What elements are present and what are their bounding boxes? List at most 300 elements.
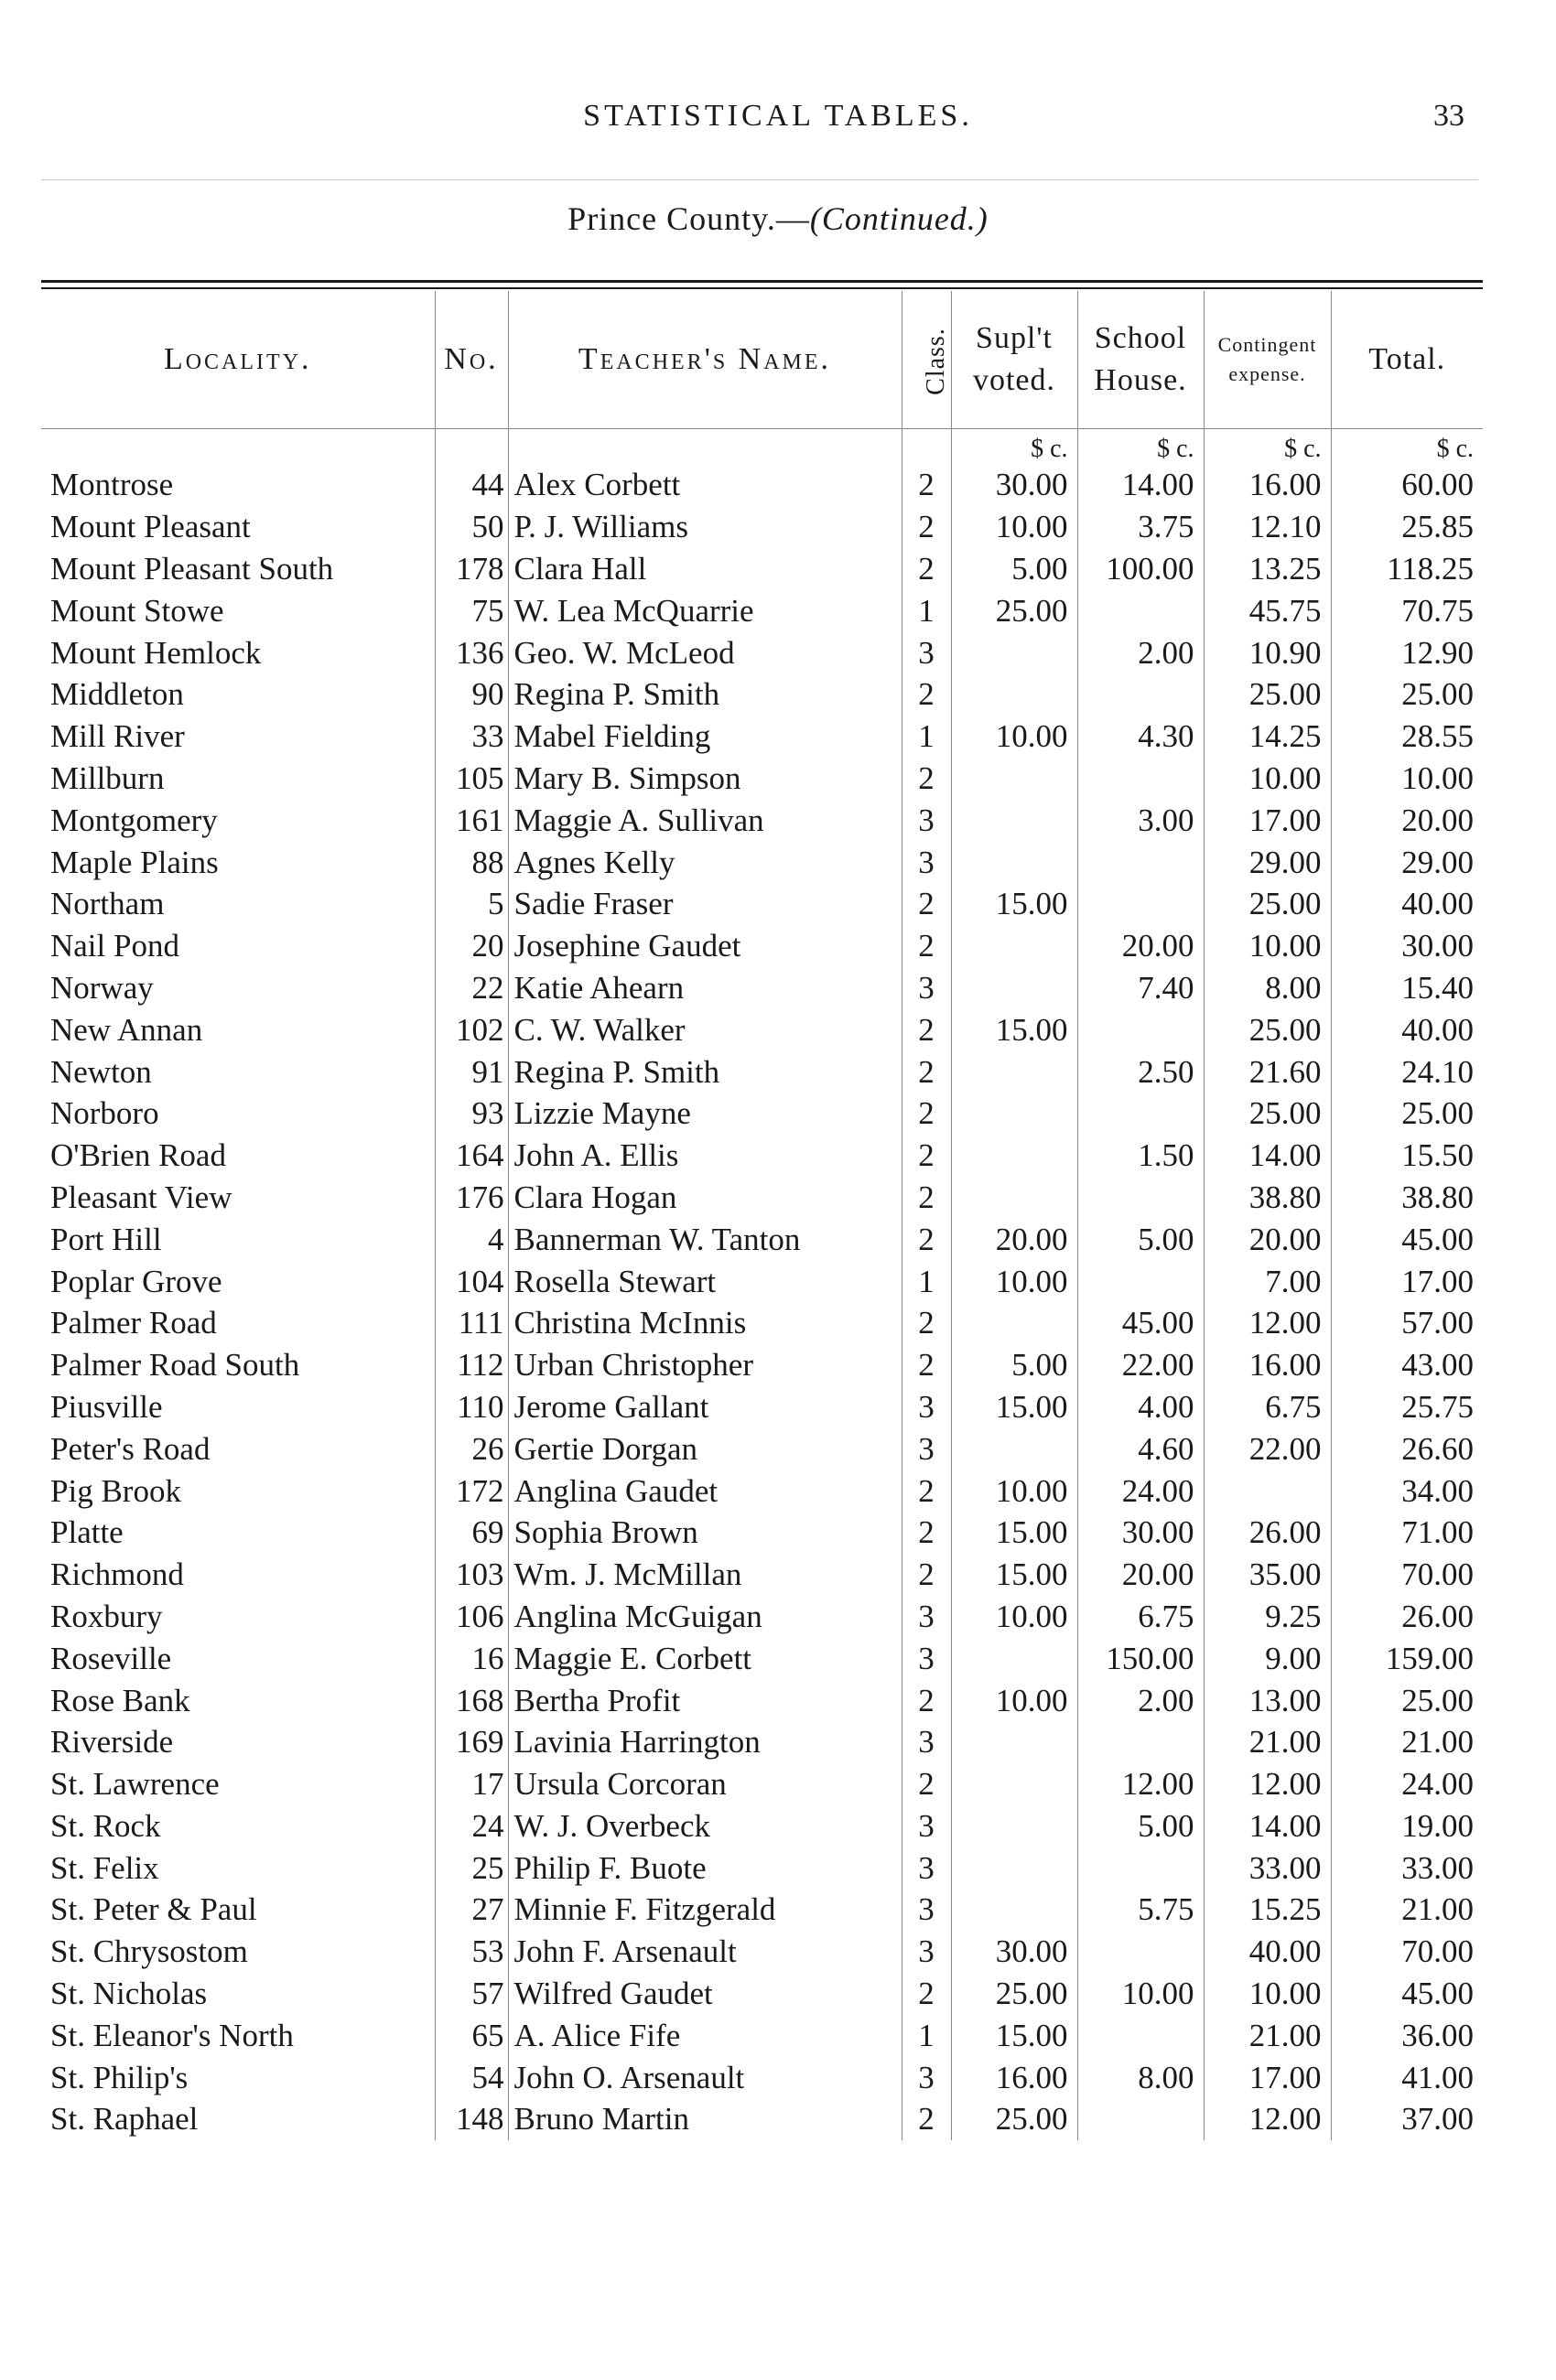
cell-number: 102 bbox=[435, 1008, 508, 1050]
cell-number: 44 bbox=[435, 464, 508, 506]
cell-supl-voted: 10.00 bbox=[951, 716, 1077, 758]
cell-locality: Piusville bbox=[41, 1386, 435, 1428]
cell-teacher-name: Geo. W. McLeod bbox=[508, 631, 902, 673]
cell-locality: Poplar Grove bbox=[41, 1260, 435, 1302]
table-row bbox=[41, 1596, 1483, 1638]
cell-locality: St. Raphael bbox=[41, 2098, 435, 2140]
cell-school-house: 2.00 bbox=[1077, 1679, 1204, 1721]
cell-number: 178 bbox=[435, 548, 508, 590]
cell-supl-voted: 10.00 bbox=[951, 506, 1077, 548]
cell-number: 93 bbox=[435, 1093, 508, 1135]
cell-teacher-name: Wilfred Gaudet bbox=[508, 1973, 902, 2015]
table-row bbox=[41, 1177, 1483, 1219]
cell-contingent: 26.00 bbox=[1204, 1512, 1331, 1554]
cell-class: 2 bbox=[902, 1008, 951, 1050]
cell-supl-voted: 10.00 bbox=[951, 1596, 1077, 1638]
cell-number: 106 bbox=[435, 1596, 508, 1638]
cell-teacher-name: John F. Arsenault bbox=[508, 1931, 902, 1973]
cell-supl-voted: 15.00 bbox=[951, 1512, 1077, 1554]
cell-teacher-name: Urban Christopher bbox=[508, 1344, 902, 1386]
cell-school-house bbox=[1077, 841, 1204, 883]
table-row bbox=[41, 1386, 1483, 1428]
cell-number: 69 bbox=[435, 1512, 508, 1554]
cell-school-house: 150.00 bbox=[1077, 1637, 1204, 1679]
cell-total: 36.00 bbox=[1401, 2017, 1474, 2053]
cell-number: 169 bbox=[435, 1721, 508, 1763]
page-header bbox=[0, 99, 1556, 154]
statistics-table-container bbox=[41, 291, 1483, 2140]
cell-supl-voted: 20.00 bbox=[951, 1218, 1077, 1260]
cell-number: 105 bbox=[435, 758, 508, 800]
cell-teacher-name: Ursula Corcoran bbox=[508, 1763, 902, 1805]
cell-locality: Montrose bbox=[41, 464, 435, 506]
cell-school-house: 6.75 bbox=[1077, 1596, 1204, 1638]
cell-total: 17.00 bbox=[1401, 1263, 1474, 1299]
table-row bbox=[41, 758, 1483, 800]
school-line1: School bbox=[1094, 321, 1187, 355]
cell-teacher-name: A. Alice Fife bbox=[508, 2014, 902, 2056]
cell-total: 118.25 bbox=[1387, 550, 1474, 587]
table-row bbox=[41, 673, 1483, 716]
cell-class: 3 bbox=[902, 967, 951, 1009]
cell-school-house: 3.00 bbox=[1077, 799, 1204, 841]
cell-locality: Riverside bbox=[41, 1721, 435, 1763]
cell-school-house bbox=[1077, 673, 1204, 716]
units-row bbox=[41, 429, 1483, 464]
cell-total: 70.75 bbox=[1401, 592, 1474, 629]
cell-class: 3 bbox=[902, 631, 951, 673]
table-row bbox=[41, 1218, 1483, 1260]
cell-class: 2 bbox=[902, 1093, 951, 1135]
cell-locality: New Annan bbox=[41, 1008, 435, 1050]
cell-school-house bbox=[1077, 1931, 1204, 1973]
table-subtitle bbox=[0, 199, 1556, 238]
cell-total: 12.90 bbox=[1401, 634, 1474, 671]
cell-total: 40.00 bbox=[1401, 886, 1474, 922]
cell-locality: Palmer Road South bbox=[41, 1344, 435, 1386]
cell-supl-voted: 30.00 bbox=[951, 1931, 1077, 1973]
cell-number: 161 bbox=[435, 799, 508, 841]
cell-teacher-name: Bertha Profit bbox=[508, 1679, 902, 1721]
cell-number: 26 bbox=[435, 1427, 508, 1470]
cell-class: 3 bbox=[902, 841, 951, 883]
cell-supl-voted bbox=[951, 1135, 1077, 1177]
cell-number: 164 bbox=[435, 1135, 508, 1177]
supl-line2: voted. bbox=[972, 363, 1056, 397]
table-row bbox=[41, 1302, 1483, 1344]
cell-number: 168 bbox=[435, 1679, 508, 1721]
table-row bbox=[41, 799, 1483, 841]
cell-class: 2 bbox=[902, 1763, 951, 1805]
cell-total: 37.00 bbox=[1401, 2101, 1474, 2138]
cell-contingent: 10.90 bbox=[1204, 631, 1331, 673]
cell-teacher-name: Lizzie Mayne bbox=[508, 1093, 902, 1135]
cell-teacher-name: Minnie F. Fitzgerald bbox=[508, 1889, 902, 1931]
cell-total: 28.55 bbox=[1401, 718, 1474, 755]
col-header-school bbox=[1077, 291, 1204, 429]
cell-supl-voted bbox=[951, 1889, 1077, 1931]
cell-school-house bbox=[1077, 1260, 1204, 1302]
cell-class: 2 bbox=[902, 1344, 951, 1386]
cell-contingent: 35.00 bbox=[1204, 1554, 1331, 1596]
cell-number: 16 bbox=[435, 1637, 508, 1679]
table-row bbox=[41, 2056, 1483, 2098]
cell-total: 25.00 bbox=[1401, 1682, 1474, 1718]
cell-contingent: 10.00 bbox=[1204, 758, 1331, 800]
cell-supl-voted bbox=[951, 841, 1077, 883]
school-line2: House. bbox=[1094, 363, 1187, 397]
cell-contingent: 21.00 bbox=[1204, 2014, 1331, 2056]
cell-locality: Peter's Road bbox=[41, 1427, 435, 1470]
table-row bbox=[41, 1847, 1483, 1889]
cell-locality: Platte bbox=[41, 1512, 435, 1554]
cell-contingent: 25.00 bbox=[1204, 1008, 1331, 1050]
unit-school: $ c. bbox=[1077, 429, 1204, 464]
cell-contingent: 15.25 bbox=[1204, 1889, 1331, 1931]
cell-class: 3 bbox=[902, 1721, 951, 1763]
cell-school-house bbox=[1077, 1093, 1204, 1135]
cell-supl-voted: 15.00 bbox=[951, 1386, 1077, 1428]
cell-contingent: 29.00 bbox=[1204, 841, 1331, 883]
cell-school-house: 2.00 bbox=[1077, 631, 1204, 673]
cell-total: 21.00 bbox=[1401, 1891, 1474, 1928]
table-row bbox=[41, 1554, 1483, 1596]
cell-contingent: 6.75 bbox=[1204, 1386, 1331, 1428]
cell-school-house: 8.00 bbox=[1077, 2056, 1204, 2098]
cell-supl-voted bbox=[951, 1721, 1077, 1763]
cell-teacher-name: Bruno Martin bbox=[508, 2098, 902, 2140]
cell-number: 88 bbox=[435, 841, 508, 883]
subtitle-continued: (Continued.) bbox=[809, 200, 989, 237]
table-row bbox=[41, 1721, 1483, 1763]
cell-locality: St. Philip's bbox=[41, 2056, 435, 2098]
cell-teacher-name: Jerome Gallant bbox=[508, 1386, 902, 1428]
cell-number: 148 bbox=[435, 2098, 508, 2140]
cell-class: 2 bbox=[902, 1554, 951, 1596]
cell-total: 24.10 bbox=[1401, 1053, 1474, 1090]
cell-teacher-name: Wm. J. McMillan bbox=[508, 1554, 902, 1596]
cell-contingent: 13.00 bbox=[1204, 1679, 1331, 1721]
cell-total: 21.00 bbox=[1401, 1724, 1474, 1761]
cell-contingent: 21.00 bbox=[1204, 1721, 1331, 1763]
cell-contingent: 25.00 bbox=[1204, 673, 1331, 716]
cell-locality: St. Nicholas bbox=[41, 1973, 435, 2015]
cell-number: 104 bbox=[435, 1260, 508, 1302]
cell-school-house: 5.00 bbox=[1077, 1805, 1204, 1847]
cell-supl-voted: 10.00 bbox=[951, 1679, 1077, 1721]
cell-school-house: 4.00 bbox=[1077, 1386, 1204, 1428]
cont-line1: Contingent bbox=[1217, 333, 1317, 356]
cell-number: 4 bbox=[435, 1218, 508, 1260]
cell-number: 25 bbox=[435, 1847, 508, 1889]
cell-number: 33 bbox=[435, 716, 508, 758]
cell-teacher-name: Anglina Gaudet bbox=[508, 1470, 902, 1512]
cell-class: 2 bbox=[902, 1973, 951, 2015]
cell-school-house: 20.00 bbox=[1077, 1554, 1204, 1596]
cell-total: 70.00 bbox=[1401, 1933, 1474, 1970]
cell-number: 91 bbox=[435, 1050, 508, 1093]
cell-contingent: 9.00 bbox=[1204, 1637, 1331, 1679]
cell-locality: Mill River bbox=[41, 716, 435, 758]
table-row bbox=[41, 925, 1483, 967]
cell-contingent: 14.00 bbox=[1204, 1805, 1331, 1847]
cell-school-house: 7.40 bbox=[1077, 967, 1204, 1009]
cell-locality: O'Brien Road bbox=[41, 1135, 435, 1177]
cell-contingent: 25.00 bbox=[1204, 883, 1331, 925]
table-row bbox=[41, 1805, 1483, 1847]
table-body bbox=[41, 429, 1483, 2140]
cell-supl-voted bbox=[951, 967, 1077, 1009]
cell-school-house: 24.00 bbox=[1077, 1470, 1204, 1512]
table-row bbox=[41, 841, 1483, 883]
table-row bbox=[41, 1973, 1483, 2015]
table-row bbox=[41, 1093, 1483, 1135]
cell-total: 45.00 bbox=[1401, 1976, 1474, 2012]
table-row bbox=[41, 1512, 1483, 1554]
cell-class: 3 bbox=[902, 1805, 951, 1847]
cell-number: 54 bbox=[435, 2056, 508, 2098]
cell-total: 29.00 bbox=[1401, 844, 1474, 880]
cell-supl-voted: 15.00 bbox=[951, 1008, 1077, 1050]
header-rule bbox=[41, 179, 1478, 180]
cell-school-house bbox=[1077, 1721, 1204, 1763]
cell-supl-voted bbox=[951, 799, 1077, 841]
cell-total: 25.00 bbox=[1401, 1095, 1474, 1132]
cell-total: 26.00 bbox=[1401, 1598, 1474, 1634]
cell-class: 3 bbox=[902, 1889, 951, 1931]
cell-contingent: 25.00 bbox=[1204, 1093, 1331, 1135]
cell-total: 26.60 bbox=[1401, 1430, 1474, 1467]
cell-class: 1 bbox=[902, 1260, 951, 1302]
cell-number: 27 bbox=[435, 1889, 508, 1931]
cell-supl-voted: 30.00 bbox=[951, 464, 1077, 506]
cell-locality: Mount Pleasant bbox=[41, 506, 435, 548]
table-row bbox=[41, 1763, 1483, 1805]
cell-teacher-name: Clara Hogan bbox=[508, 1177, 902, 1219]
cell-contingent: 20.00 bbox=[1204, 1218, 1331, 1260]
cell-school-house: 2.50 bbox=[1077, 1050, 1204, 1093]
table-top-rule-2 bbox=[41, 287, 1483, 289]
cell-number: 111 bbox=[435, 1302, 508, 1344]
cell-total: 57.00 bbox=[1401, 1305, 1474, 1341]
col-header-contingent bbox=[1204, 291, 1331, 429]
cell-locality: Norway bbox=[41, 967, 435, 1009]
table-row bbox=[41, 2098, 1483, 2140]
page-number: 33 bbox=[1433, 99, 1464, 133]
table-row bbox=[41, 1427, 1483, 1470]
cell-locality: St. Eleanor's North bbox=[41, 2014, 435, 2056]
cell-teacher-name: Rosella Stewart bbox=[508, 1260, 902, 1302]
cell-teacher-name: Christina McInnis bbox=[508, 1302, 902, 1344]
table-row bbox=[41, 631, 1483, 673]
cell-teacher-name: Regina P. Smith bbox=[508, 1050, 902, 1093]
cell-locality: Mount Stowe bbox=[41, 589, 435, 631]
cell-class: 2 bbox=[902, 1135, 951, 1177]
cell-class: 2 bbox=[902, 2098, 951, 2140]
cell-total: 43.00 bbox=[1401, 1347, 1474, 1384]
table-row bbox=[41, 1470, 1483, 1512]
cell-teacher-name: Sadie Fraser bbox=[508, 883, 902, 925]
cell-teacher-name: P. J. Williams bbox=[508, 506, 902, 548]
cell-teacher-name: Mary B. Simpson bbox=[508, 758, 902, 800]
cell-locality: Mount Hemlock bbox=[41, 631, 435, 673]
cell-teacher-name: Mabel Fielding bbox=[508, 716, 902, 758]
cell-total: 20.00 bbox=[1401, 802, 1474, 838]
cell-total: 24.00 bbox=[1401, 1766, 1474, 1803]
cell-total: 30.00 bbox=[1401, 928, 1474, 964]
cell-class: 2 bbox=[902, 1218, 951, 1260]
cell-teacher-name: C. W. Walker bbox=[508, 1008, 902, 1050]
cell-school-house: 5.00 bbox=[1077, 1218, 1204, 1260]
cell-class: 3 bbox=[902, 1427, 951, 1470]
cell-class: 2 bbox=[902, 883, 951, 925]
cell-locality: St. Chrysostom bbox=[41, 1931, 435, 1973]
cell-school-house: 4.30 bbox=[1077, 716, 1204, 758]
cell-locality: Middleton bbox=[41, 673, 435, 716]
cell-total: 71.00 bbox=[1401, 1514, 1474, 1551]
table-row bbox=[41, 1889, 1483, 1931]
cell-teacher-name: W. Lea McQuarrie bbox=[508, 589, 902, 631]
cell-locality: Northam bbox=[41, 883, 435, 925]
cell-school-house bbox=[1077, 758, 1204, 800]
cell-total: 41.00 bbox=[1401, 2059, 1474, 2095]
cell-teacher-name: Sophia Brown bbox=[508, 1512, 902, 1554]
cell-locality: St. Rock bbox=[41, 1805, 435, 1847]
cell-school-house bbox=[1077, 1008, 1204, 1050]
cell-total: 34.00 bbox=[1401, 1472, 1474, 1509]
cell-contingent: 16.00 bbox=[1204, 464, 1331, 506]
cell-contingent: 17.00 bbox=[1204, 799, 1331, 841]
cell-teacher-name: John O. Arsenault bbox=[508, 2056, 902, 2098]
cell-locality: St. Peter & Paul bbox=[41, 1889, 435, 1931]
cell-class: 2 bbox=[902, 548, 951, 590]
cell-class: 2 bbox=[902, 1177, 951, 1219]
cell-supl-voted bbox=[951, 1637, 1077, 1679]
cell-total: 25.75 bbox=[1401, 1388, 1474, 1425]
cell-school-house: 20.00 bbox=[1077, 925, 1204, 967]
cell-locality: Mount Pleasant South bbox=[41, 548, 435, 590]
cell-class: 2 bbox=[902, 1679, 951, 1721]
cell-teacher-name: Agnes Kelly bbox=[508, 841, 902, 883]
table-row bbox=[41, 1637, 1483, 1679]
cell-number: 57 bbox=[435, 1973, 508, 2015]
cell-supl-voted bbox=[951, 1847, 1077, 1889]
cell-total: 40.00 bbox=[1401, 1011, 1474, 1048]
cell-school-house bbox=[1077, 2098, 1204, 2140]
cell-contingent bbox=[1204, 1470, 1331, 1512]
cell-locality: Palmer Road bbox=[41, 1302, 435, 1344]
cell-locality: Roxbury bbox=[41, 1596, 435, 1638]
cell-supl-voted: 25.00 bbox=[951, 1973, 1077, 2015]
cell-supl-voted bbox=[951, 1427, 1077, 1470]
cell-number: 20 bbox=[435, 925, 508, 967]
cell-supl-voted: 15.00 bbox=[951, 2014, 1077, 2056]
cell-class: 3 bbox=[902, 1847, 951, 1889]
col-header-locality: Locality. bbox=[41, 291, 435, 429]
cell-supl-voted bbox=[951, 631, 1077, 673]
cell-school-house: 4.60 bbox=[1077, 1427, 1204, 1470]
cell-supl-voted bbox=[951, 1805, 1077, 1847]
cell-total: 19.00 bbox=[1401, 1807, 1474, 1844]
cell-locality: Newton bbox=[41, 1050, 435, 1093]
cell-locality: St. Lawrence bbox=[41, 1763, 435, 1805]
cell-class: 2 bbox=[902, 464, 951, 506]
cell-number: 22 bbox=[435, 967, 508, 1009]
table-row bbox=[41, 548, 1483, 590]
table-row bbox=[41, 1135, 1483, 1177]
cell-supl-voted bbox=[951, 673, 1077, 716]
table-row bbox=[41, 2014, 1483, 2056]
cell-teacher-name: Josephine Gaudet bbox=[508, 925, 902, 967]
cell-supl-voted: 25.00 bbox=[951, 2098, 1077, 2140]
cell-class: 2 bbox=[902, 1050, 951, 1093]
cell-class: 2 bbox=[902, 758, 951, 800]
cell-supl-voted bbox=[951, 1177, 1077, 1219]
table-row bbox=[41, 967, 1483, 1009]
cell-total: 10.00 bbox=[1401, 759, 1474, 796]
supl-line1: Supl't bbox=[976, 321, 1053, 355]
unit-total: $ c. bbox=[1436, 435, 1474, 463]
cell-class: 2 bbox=[902, 1302, 951, 1344]
cell-class: 3 bbox=[902, 1386, 951, 1428]
unit-supl: $ c. bbox=[951, 429, 1077, 464]
cell-teacher-name: Alex Corbett bbox=[508, 464, 902, 506]
cell-contingent: 21.60 bbox=[1204, 1050, 1331, 1093]
cell-contingent: 16.00 bbox=[1204, 1344, 1331, 1386]
table-top-rule bbox=[41, 280, 1483, 283]
table-header-row bbox=[41, 291, 1483, 429]
cell-contingent: 12.10 bbox=[1204, 506, 1331, 548]
cont-line2: expense. bbox=[1228, 362, 1306, 385]
col-header-no: No. bbox=[435, 291, 508, 429]
cell-school-house: 10.00 bbox=[1077, 1973, 1204, 2015]
cell-locality: Montgomery bbox=[41, 799, 435, 841]
cell-contingent: 45.75 bbox=[1204, 589, 1331, 631]
cell-number: 50 bbox=[435, 506, 508, 548]
cell-number: 176 bbox=[435, 1177, 508, 1219]
cell-locality: Rose Bank bbox=[41, 1679, 435, 1721]
table-row bbox=[41, 1344, 1483, 1386]
cell-school-house: 45.00 bbox=[1077, 1302, 1204, 1344]
cell-number: 90 bbox=[435, 673, 508, 716]
cell-class: 2 bbox=[902, 673, 951, 716]
cell-number: 17 bbox=[435, 1763, 508, 1805]
table-row bbox=[41, 1260, 1483, 1302]
cell-teacher-name: Anglina McGuigan bbox=[508, 1596, 902, 1638]
cell-locality: Nail Pond bbox=[41, 925, 435, 967]
cell-supl-voted: 16.00 bbox=[951, 2056, 1077, 2098]
cell-total: 45.00 bbox=[1401, 1221, 1474, 1257]
cell-number: 75 bbox=[435, 589, 508, 631]
cell-class: 1 bbox=[902, 716, 951, 758]
cell-contingent: 17.00 bbox=[1204, 2056, 1331, 2098]
cell-class: 3 bbox=[902, 799, 951, 841]
cell-contingent: 14.00 bbox=[1204, 1135, 1331, 1177]
running-title: STATISTICAL TABLES. bbox=[583, 99, 973, 133]
cell-contingent: 10.00 bbox=[1204, 1973, 1331, 2015]
cell-teacher-name: W. J. Overbeck bbox=[508, 1805, 902, 1847]
cell-class: 3 bbox=[902, 2056, 951, 2098]
cell-class: 3 bbox=[902, 1637, 951, 1679]
cell-locality: Pleasant View bbox=[41, 1177, 435, 1219]
cell-number: 136 bbox=[435, 631, 508, 673]
table-row bbox=[41, 1679, 1483, 1721]
cell-total: 15.40 bbox=[1401, 969, 1474, 1006]
cell-supl-voted: 10.00 bbox=[951, 1470, 1077, 1512]
cell-school-house: 30.00 bbox=[1077, 1512, 1204, 1554]
table-row bbox=[41, 1008, 1483, 1050]
cell-contingent: 12.00 bbox=[1204, 2098, 1331, 2140]
